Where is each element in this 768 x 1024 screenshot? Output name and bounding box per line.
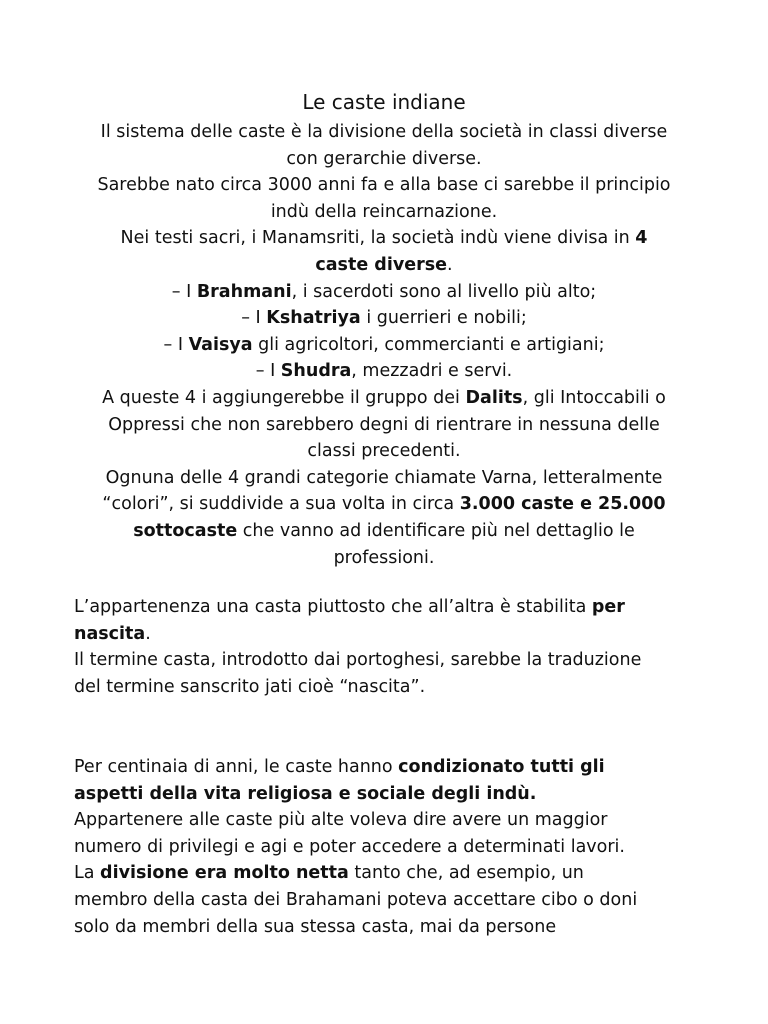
text-line [60, 518, 708, 545]
text-line [74, 621, 714, 648]
text-line [60, 199, 708, 226]
bold-text-run: Dalits [465, 387, 523, 408]
text-line [60, 146, 708, 173]
text-run: , gli Intoccabili o [522, 387, 666, 408]
text-run: – I [163, 334, 189, 355]
text-run: con gerarchie diverse. [286, 148, 482, 169]
text-run: , mezzadri e servi. [351, 361, 513, 382]
document-title: Le caste indiane [302, 90, 466, 114]
text-run: gli agricoltori, commercianti e artigiani; [252, 334, 605, 355]
text-line [74, 914, 714, 941]
text-run: , i sacerdoti sono al livello più alto; [291, 281, 597, 302]
text-run: membro della casta dei Brahamani poteva accettare cibo o doni [74, 889, 638, 910]
birth-paragraph [74, 594, 714, 700]
text-line [60, 491, 708, 518]
bold-text-run: sottocaste [133, 520, 238, 541]
bold-text-run: divisione era molto netta [100, 863, 349, 884]
text-run: Appartenere alle caste più alte voleva dire avere un maggior [74, 810, 608, 831]
text-run: Il sistema delle caste è la divisione della società in classi diverse [100, 122, 668, 142]
text-line [60, 545, 708, 572]
bold-text-run: caste diverse [315, 254, 448, 275]
text-run: numero di privilegi e agi e poter accedere a determinati lavori. [74, 836, 625, 857]
text-run: tanto che, ad esempio, un [348, 863, 584, 884]
text-line [74, 647, 714, 674]
text-line [60, 172, 708, 199]
bold-text-run: 3.000 caste e 25.000 [459, 494, 666, 515]
text-run: classi precedenti. [307, 441, 461, 462]
text-run: del termine sanscrito jati cioè “nascita”. [74, 676, 426, 697]
text-run: Oppressi che non sarebbero degni di rientrare in nessuna delle [108, 414, 660, 435]
text-line [60, 119, 708, 146]
bold-text-run: Brahmani [196, 281, 292, 302]
text-run: – I [255, 361, 281, 382]
text-run: La [74, 863, 101, 884]
text-run: A queste 4 i aggiungerebbe il gruppo dei [102, 387, 466, 408]
text-line [60, 412, 708, 439]
text-run: . [447, 254, 453, 275]
text-run: Per centinaia di anni, le caste hanno [74, 757, 399, 777]
text-line [60, 332, 708, 359]
intro-paragraph [60, 119, 708, 571]
text-line [74, 781, 714, 808]
text-line [74, 834, 714, 861]
text-run: – I [241, 308, 267, 329]
history-paragraph [74, 754, 714, 940]
text-run: Nei testi sacri, i Manamsriti, la società indù viene divisa in [120, 228, 636, 249]
text-line [60, 385, 708, 412]
text-run: – I [171, 281, 197, 302]
text-run: Il termine casta, introdotto dai portoghesi, sarebbe la traduzione [74, 650, 642, 671]
bold-text-run: aspetti della vita religiosa e sociale degli indù. [74, 783, 537, 804]
text-line [74, 887, 714, 914]
bold-text-run: condizionato tutti gli [398, 757, 605, 777]
text-line [60, 279, 708, 306]
text-line [60, 438, 708, 465]
text-line [74, 860, 714, 887]
text-line [74, 754, 714, 781]
text-line [74, 807, 714, 834]
text-line [74, 594, 714, 621]
text-run: “colori”, si suddivide a sua volta in circa [102, 494, 460, 515]
text-line [60, 358, 708, 385]
bold-text-run: Shudra [280, 361, 352, 382]
text-run: Ognuna delle 4 grandi categorie chiamate Varna, letteralmente [105, 467, 663, 488]
bold-text-run: 4 [635, 228, 648, 249]
bold-text-run: nascita [74, 623, 146, 644]
text-run: Sarebbe nato circa 3000 anni fa e alla base ci sarebbe il principio [97, 175, 671, 196]
text-run: professioni. [333, 547, 435, 568]
text-run: L’appartenenza una casta piuttosto che all’altra è stabilita [74, 597, 592, 617]
bold-text-run: Kshatriya [266, 308, 361, 329]
text-run: solo da membri della sua stessa casta, mai da persone [74, 916, 557, 937]
text-line [60, 252, 708, 279]
bold-text-run: per [591, 597, 625, 617]
text-run: . [145, 623, 151, 644]
text-line [60, 465, 708, 492]
text-run: indù della reincarnazione. [270, 201, 498, 222]
text-line [60, 225, 708, 252]
text-run: i guerrieri e nobili; [360, 308, 527, 329]
text-line [74, 674, 714, 701]
text-run: che vanno ad identificare più nel dettaglio le [237, 520, 635, 541]
bold-text-run: Vaisya [188, 334, 253, 355]
text-line [60, 305, 708, 332]
